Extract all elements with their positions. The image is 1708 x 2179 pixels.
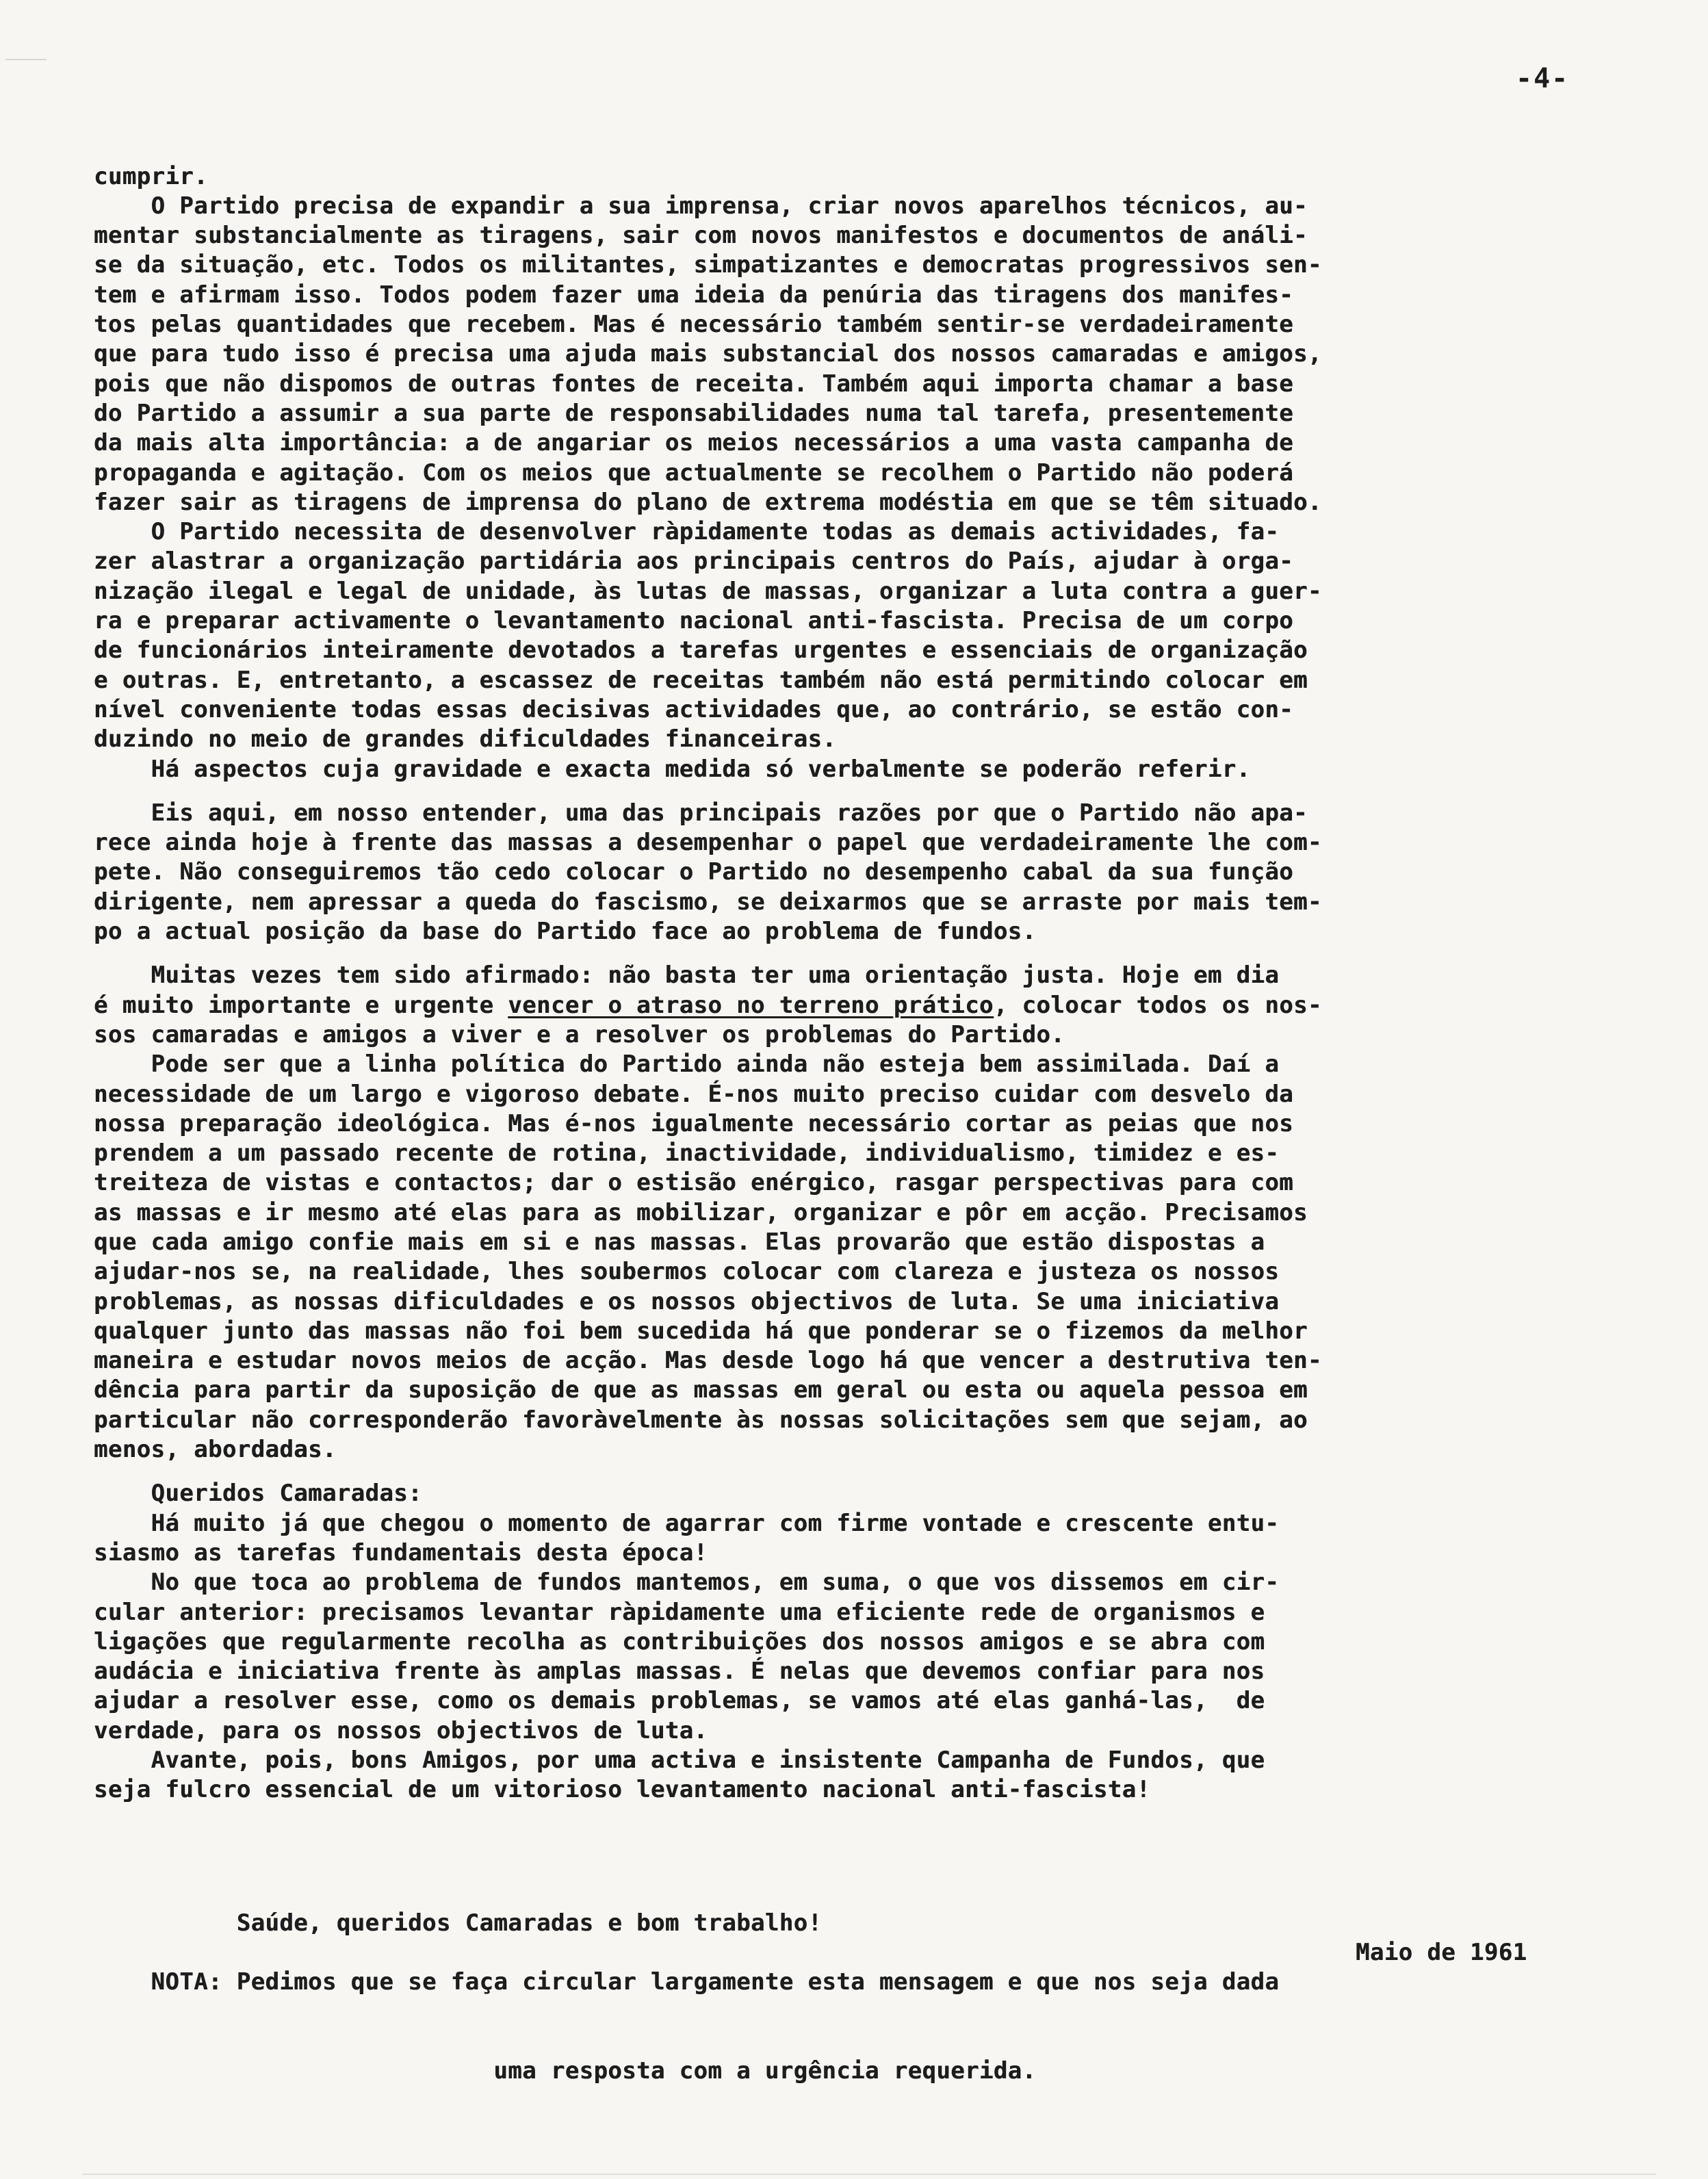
text-line: Há muito já que chegou o momento de agarrar com firme vontade e crescente entu- [94,1509,1280,1537]
text-line: duzindo no meio de grandes dificuldades financeiras. [94,725,837,753]
text-line: siasmo as tarefas fundamentais desta época! [94,1538,708,1566]
text-line: qualquer junto das massas não foi bem sucedida há que ponderar se o fizemos da melhor [94,1317,1308,1345]
text-line: fazer sair as tiragens de imprensa do plano de extrema modéstia em que se têm situado. [94,488,1322,516]
text-line: sos camaradas e amigos a viver e a resolver os problemas do Partido. [94,1020,1065,1048]
text-line: maneira e estudar novos meios de acção. Mas desde logo há que vencer a destrutiva ten- [94,1347,1322,1375]
text-line: audácia e iniciativa frente às amplas massas. É nelas que devemos confiar para nos [94,1658,1265,1686]
text-line: de funcionários inteiramente devotados a tarefas urgentes e essenciais de organização [94,636,1308,665]
text-line: ra e preparar activamente o levantamento nacional anti-fascista. Precisa de um corpo [94,607,1294,635]
text-line: as massas e ir mesmo até elas para as mobilizar, organizar e pôr em acção. Precisamos [94,1198,1308,1226]
text-line: po a actual posição da base do Partido face ao problema de fundos. [94,918,1037,946]
closing-text: Saúde, queridos Camaradas e bom trabalho! [179,1909,823,1937]
text-line: No que toca ao problema de fundos mantemos, em suma, o que vos dissemos em cir- [94,1569,1280,1597]
text-line: do Partido a assumir a sua parte de responsabilidades numa tal tarefa, presentemente [94,399,1294,427]
text-line: ajudar a resolver esse, como os demais problemas, se vamos até elas ganhá-las, de [94,1687,1265,1715]
body-lines [94,162,1668,1820]
text-line: que para tudo isso é precisa uma ajuda mais substancial dos nossos camaradas e amigos, [94,340,1322,368]
document-body [94,103,1668,2145]
letter-date: Maio de 1961 [1356,1938,1527,1966]
text-line: pete. Não conseguiremos tão cedo colocar o Partido no desempenho cabal da sua função [94,858,1294,886]
text-line: mentar substancialmente as tiragens, sair com novos manifestos e documentos de análi- [94,222,1308,250]
text-line: seja fulcro essencial de um vitorioso levantamento nacional anti-fascista! [94,1776,1151,1804]
text-line: particular não corresponderão favoràvelmente às nossas solicitações sem que sejam, ao [94,1406,1308,1434]
underlined-phrase: vencer o atraso no terreno prático [508,991,994,1019]
text-line: pois que não dispomos de outras fontes de receita. Também aqui importa chamar a base [94,370,1294,398]
text-line: prendem a um passado recente de rotina, inactividade, individualismo, timidez e es- [94,1139,1280,1168]
text-line: da mais alta importância: a de angariar os meios necessários a uma vasta campanha de [94,429,1294,457]
page-edge [82,2174,1656,2175]
note-line-2: uma resposta com a urgência requerida. [94,2057,1037,2085]
text-line: Muitas vezes tem sido afirmado: não basta ter uma orientação justa. Hoje em dia [94,962,1280,990]
text-line: Queridos Camaradas: [94,1480,423,1508]
text-line: treiteza de vistas e contactos; dar o estisão enérgico, rasgar perspectivas para com [94,1169,1294,1197]
text-line: é muito importante e urgente vencer o atraso no terreno prático, colocar todos os nos- [94,991,1322,1019]
text-line: rece ainda hoje à frente das massas a desempenhar o papel que verdadeiramente lhe com- [94,829,1322,857]
text-line: cumprir. [94,162,208,190]
page-number: -4- [1516,63,1570,94]
text-line: problemas, as nossas dificuldades e os nossos objectivos de luta. Se uma iniciativa [94,1287,1280,1315]
text-line: dirigente, nem apressar a queda do fascismo, se deixarmos que se arraste por mais tem- [94,888,1322,916]
text-line: necessidade de um largo e vigoroso debate. É-nos muito preciso cuidar com desvelo da [94,1080,1294,1108]
text-line: dência para partir da suposição de que as massas em geral ou esta ou aquela pessoa em [94,1376,1308,1404]
text-line: tem e afirmam isso. Todos podem fazer uma ideia da penúria das tiragens dos manifes- [94,281,1294,309]
text-line: Há aspectos cuja gravidade e exacta medida só verbalmente se poderão referir. [94,755,1251,783]
text-line: Avante, pois, bons Amigos, por uma activa e insistente Campanha de Fundos, que [94,1746,1265,1775]
text-line: nossa preparação ideológica. Mas é-nos igualmente necessário cortar as peias que nos [94,1109,1294,1137]
text-line: cular anterior: precisamos levantar ràpidamente uma eficiente rede de organismos e [94,1598,1265,1626]
text-line: ligações que regularmente recolha as contribuições dos nossos amigos e se abra com [94,1627,1265,1655]
text-line: Eis aqui, em nosso entender, uma das principais razões por que o Partido não apa- [94,799,1308,827]
text-line: zer alastrar a organização partidária aos principais centros do País, ajudar à orga- [94,547,1294,576]
closing-line [94,1879,1668,1966]
text-line: Pode ser que a linha política do Partido ainda não esteja bem assimilada. Daí a [94,1050,1280,1079]
text-line [94,784,1668,799]
text-line: O Partido necessita de desenvolver ràpidamente todas as demais actividades, fa- [94,518,1280,546]
text-line: menos, abordadas. [94,1436,337,1464]
text-line: ajudar-nos se, na realidade, lhes soubermos colocar com clareza e justeza os nossos [94,1258,1280,1286]
scan-mark [5,59,47,60]
text-line: propaganda e agitação. Com os meios que actualmente se recolhem o Partido não poderá [94,459,1294,487]
text-line [94,946,1668,961]
text-line: que cada amigo confie mais em si e nas massas. Elas provarão que estão dispostas a [94,1228,1265,1256]
text-line: nível conveniente todas essas decisivas actividades que, ao contrário, se estão con- [94,695,1294,723]
text-line [94,1465,1668,1479]
note-line-1: NOTA: Pedimos que se faça circular largamente esta mensagem e que nos seja dada [94,1968,1280,1996]
text-line: se da situação, etc. Todos os militantes, simpatizantes e democratas progressivos sen- [94,251,1322,279]
text-line [94,1805,1668,1820]
text-line: O Partido precisa de expandir a sua imprensa, criar novos aparelhos técnicos, au- [94,192,1308,220]
text-line: nização ilegal e legal de unidade, às lutas de massas, organizar a luta contra a guer- [94,577,1322,605]
text-line: e outras. E, entretanto, a escassez de receitas também não está permitindo colocar em [94,666,1308,694]
text-line: tos pelas quantidades que recebem. Mas é necessário também sentir-se verdadeiramente [94,311,1294,339]
text-line: verdade, para os nossos objectivos de luta. [94,1716,708,1744]
